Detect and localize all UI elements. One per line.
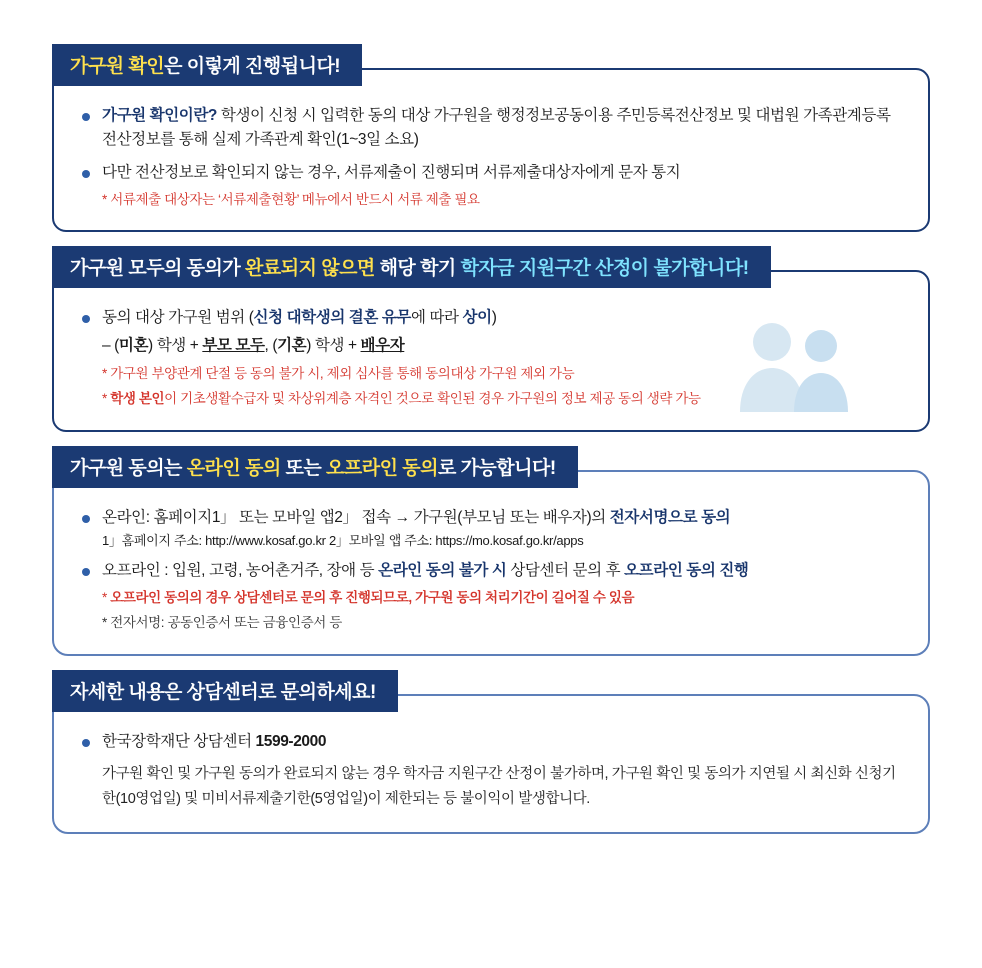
section-header-contact-center: 자세한 내용은 상담센터로 문의하세요! bbox=[52, 670, 398, 712]
header-plain: 은 이렇게 진행됩니다! bbox=[164, 56, 341, 77]
scope-married: 기혼 bbox=[277, 337, 307, 355]
note-emphasis: 오프라인 동의의 경우 상담센터로 문의 후 진행되므로, 가구원 동의 처리기간이 길어질 수 있음 bbox=[110, 590, 635, 606]
list-item: 동의 대상 가구원 범위 (신청 대학생의 결혼 유무에 따라 상이) bbox=[80, 306, 902, 330]
bullet-emphasis: 온라인 동의 불가 시 bbox=[378, 562, 507, 580]
bullet-list bbox=[80, 730, 902, 754]
note-red-2: * 학생 본인이 기초생활수급자 및 차상위계층 자격인 것으로 확인된 경우 가구원의 정보 제공 동의 생략 가능 bbox=[102, 391, 701, 407]
list-item bbox=[80, 104, 902, 152]
section-header-consent-required bbox=[52, 246, 771, 288]
list-item: 한국장학재단 상담센터 1599-2000 bbox=[80, 730, 902, 754]
header-highlight: 온라인 동의 bbox=[186, 457, 281, 479]
section-header-household-check bbox=[52, 44, 362, 86]
note-red: * 가구원 부양관계 단절 등 동의 불가 시, 제외 심사를 통해 동의대상 가구원 제외 가능 bbox=[102, 366, 575, 382]
section-header-wrap bbox=[52, 44, 930, 86]
bullet-list bbox=[80, 306, 902, 330]
family-silhouette-icon bbox=[720, 320, 870, 412]
scope-unmarried: 미혼 bbox=[118, 337, 149, 355]
section-body-consent-methods bbox=[52, 470, 930, 656]
url-line: 1」홈페이지 주소: http://www.kosaf.go.kr 2」모바일 앱 주소: https://mo.kosaf.go.kr/apps bbox=[102, 532, 584, 548]
section-header-wrap bbox=[52, 446, 930, 488]
bullet-list bbox=[80, 506, 902, 584]
header-plain: 로 가능합니다! bbox=[437, 457, 556, 479]
list-item bbox=[80, 161, 902, 185]
bullet-text: 다만 전산정보로 확인되지 않는 경우, 서류제출이 진행되며 서류제출대상자에게 문자 통지 bbox=[102, 164, 681, 182]
bullet-emphasis: 오프라인 동의 진행 bbox=[624, 562, 749, 580]
section-header-wrap bbox=[52, 246, 930, 288]
bullet-emphasis: 상이 bbox=[462, 309, 492, 327]
header-highlight: 완료되지 않으면 bbox=[245, 258, 375, 280]
consent-scope-line: – (미혼) 학생 + 부모 모두, (기혼) 학생 + 배우자 bbox=[102, 337, 405, 355]
note-dark: * 전자서명: 공동인증서 또는 금융인증서 등 bbox=[102, 615, 342, 631]
header-highlight: 학자금 지원구간 산정이 불가합니다! bbox=[460, 258, 749, 280]
bullet-text: 학생이 신청 시 입력한 동의 대상 가구원을 행정정보공동이용 주민등록전산정보 및 대법원 가족관계등록전산정보를 통해 실제 가족관계 확인(1~3일 소요) bbox=[102, 107, 891, 149]
scope-parents: 부모 모두 bbox=[202, 337, 265, 355]
section-header-consent-methods bbox=[52, 446, 578, 488]
bullet-lead: 가구원 확인이란? bbox=[102, 107, 217, 124]
header-highlight: 가구원 확인 bbox=[70, 56, 165, 77]
section-household-check bbox=[52, 44, 930, 232]
list-item: 오프라인 : 입원, 고령, 농어촌거주, 장애 등 온라인 동의 불가 시 상담센터 문의 후 오프라인 동의 진행 bbox=[80, 559, 902, 583]
scope-spouse: 배우자 bbox=[360, 337, 405, 355]
header-plain: 해당 학기 bbox=[374, 258, 461, 280]
section-body-contact-center bbox=[52, 694, 930, 835]
header-plain: 또는 bbox=[280, 457, 327, 479]
section-header-wrap bbox=[52, 670, 930, 712]
note-emphasis: 학생 본인 bbox=[110, 391, 165, 407]
contact-phone: 1599-2000 bbox=[255, 732, 327, 750]
note-red: * 서류제출 대상자는 ‘서류제출현황’ 메뉴에서 반드시 서류 제출 필요 bbox=[102, 192, 480, 208]
section-body-household-check bbox=[52, 68, 930, 232]
bullet-emphasis: 전자서명으로 동의 bbox=[609, 508, 731, 526]
bullet-list bbox=[80, 104, 902, 185]
contact-paragraph: 가구원 확인 및 가구원 동의가 완료되지 않는 경우 학자금 지원구간 산정이 불가하며, 가구원 확인 및 동의가 지연될 시 최신화 신청기한(10영업일) 및 미비서류제출기한(5영업일)이 제한되는 등 불이익이 발생합니다. bbox=[102, 765, 896, 808]
list-item: 온라인: 홈페이지1」 또는 모바일 앱2」 접속 → 가구원(부모님 또는 배우자)의 전자서명으로 동의 1」홈페이지 주소: http://www.kosaf.go.kr 2」모바일 앱 주소: https://mo.kosaf.go.kr/apps bbox=[80, 506, 902, 551]
bullet-emphasis: 신청 대학생의 결혼 유무 bbox=[253, 309, 411, 327]
note-red: * 오프라인 동의의 경우 상담센터로 문의 후 진행되므로, 가구원 동의 처리기간이 길어질 수 있음 bbox=[102, 590, 635, 606]
section-body-consent-required bbox=[52, 270, 930, 431]
section-contact-center bbox=[52, 670, 930, 835]
header-plain: 가구원 모두의 동의가 bbox=[70, 258, 246, 280]
section-consent-methods bbox=[52, 446, 930, 656]
header-plain: 가구원 동의는 bbox=[70, 457, 187, 479]
header-highlight: 오프라인 동의 bbox=[326, 457, 438, 479]
section-consent-required bbox=[52, 246, 930, 431]
